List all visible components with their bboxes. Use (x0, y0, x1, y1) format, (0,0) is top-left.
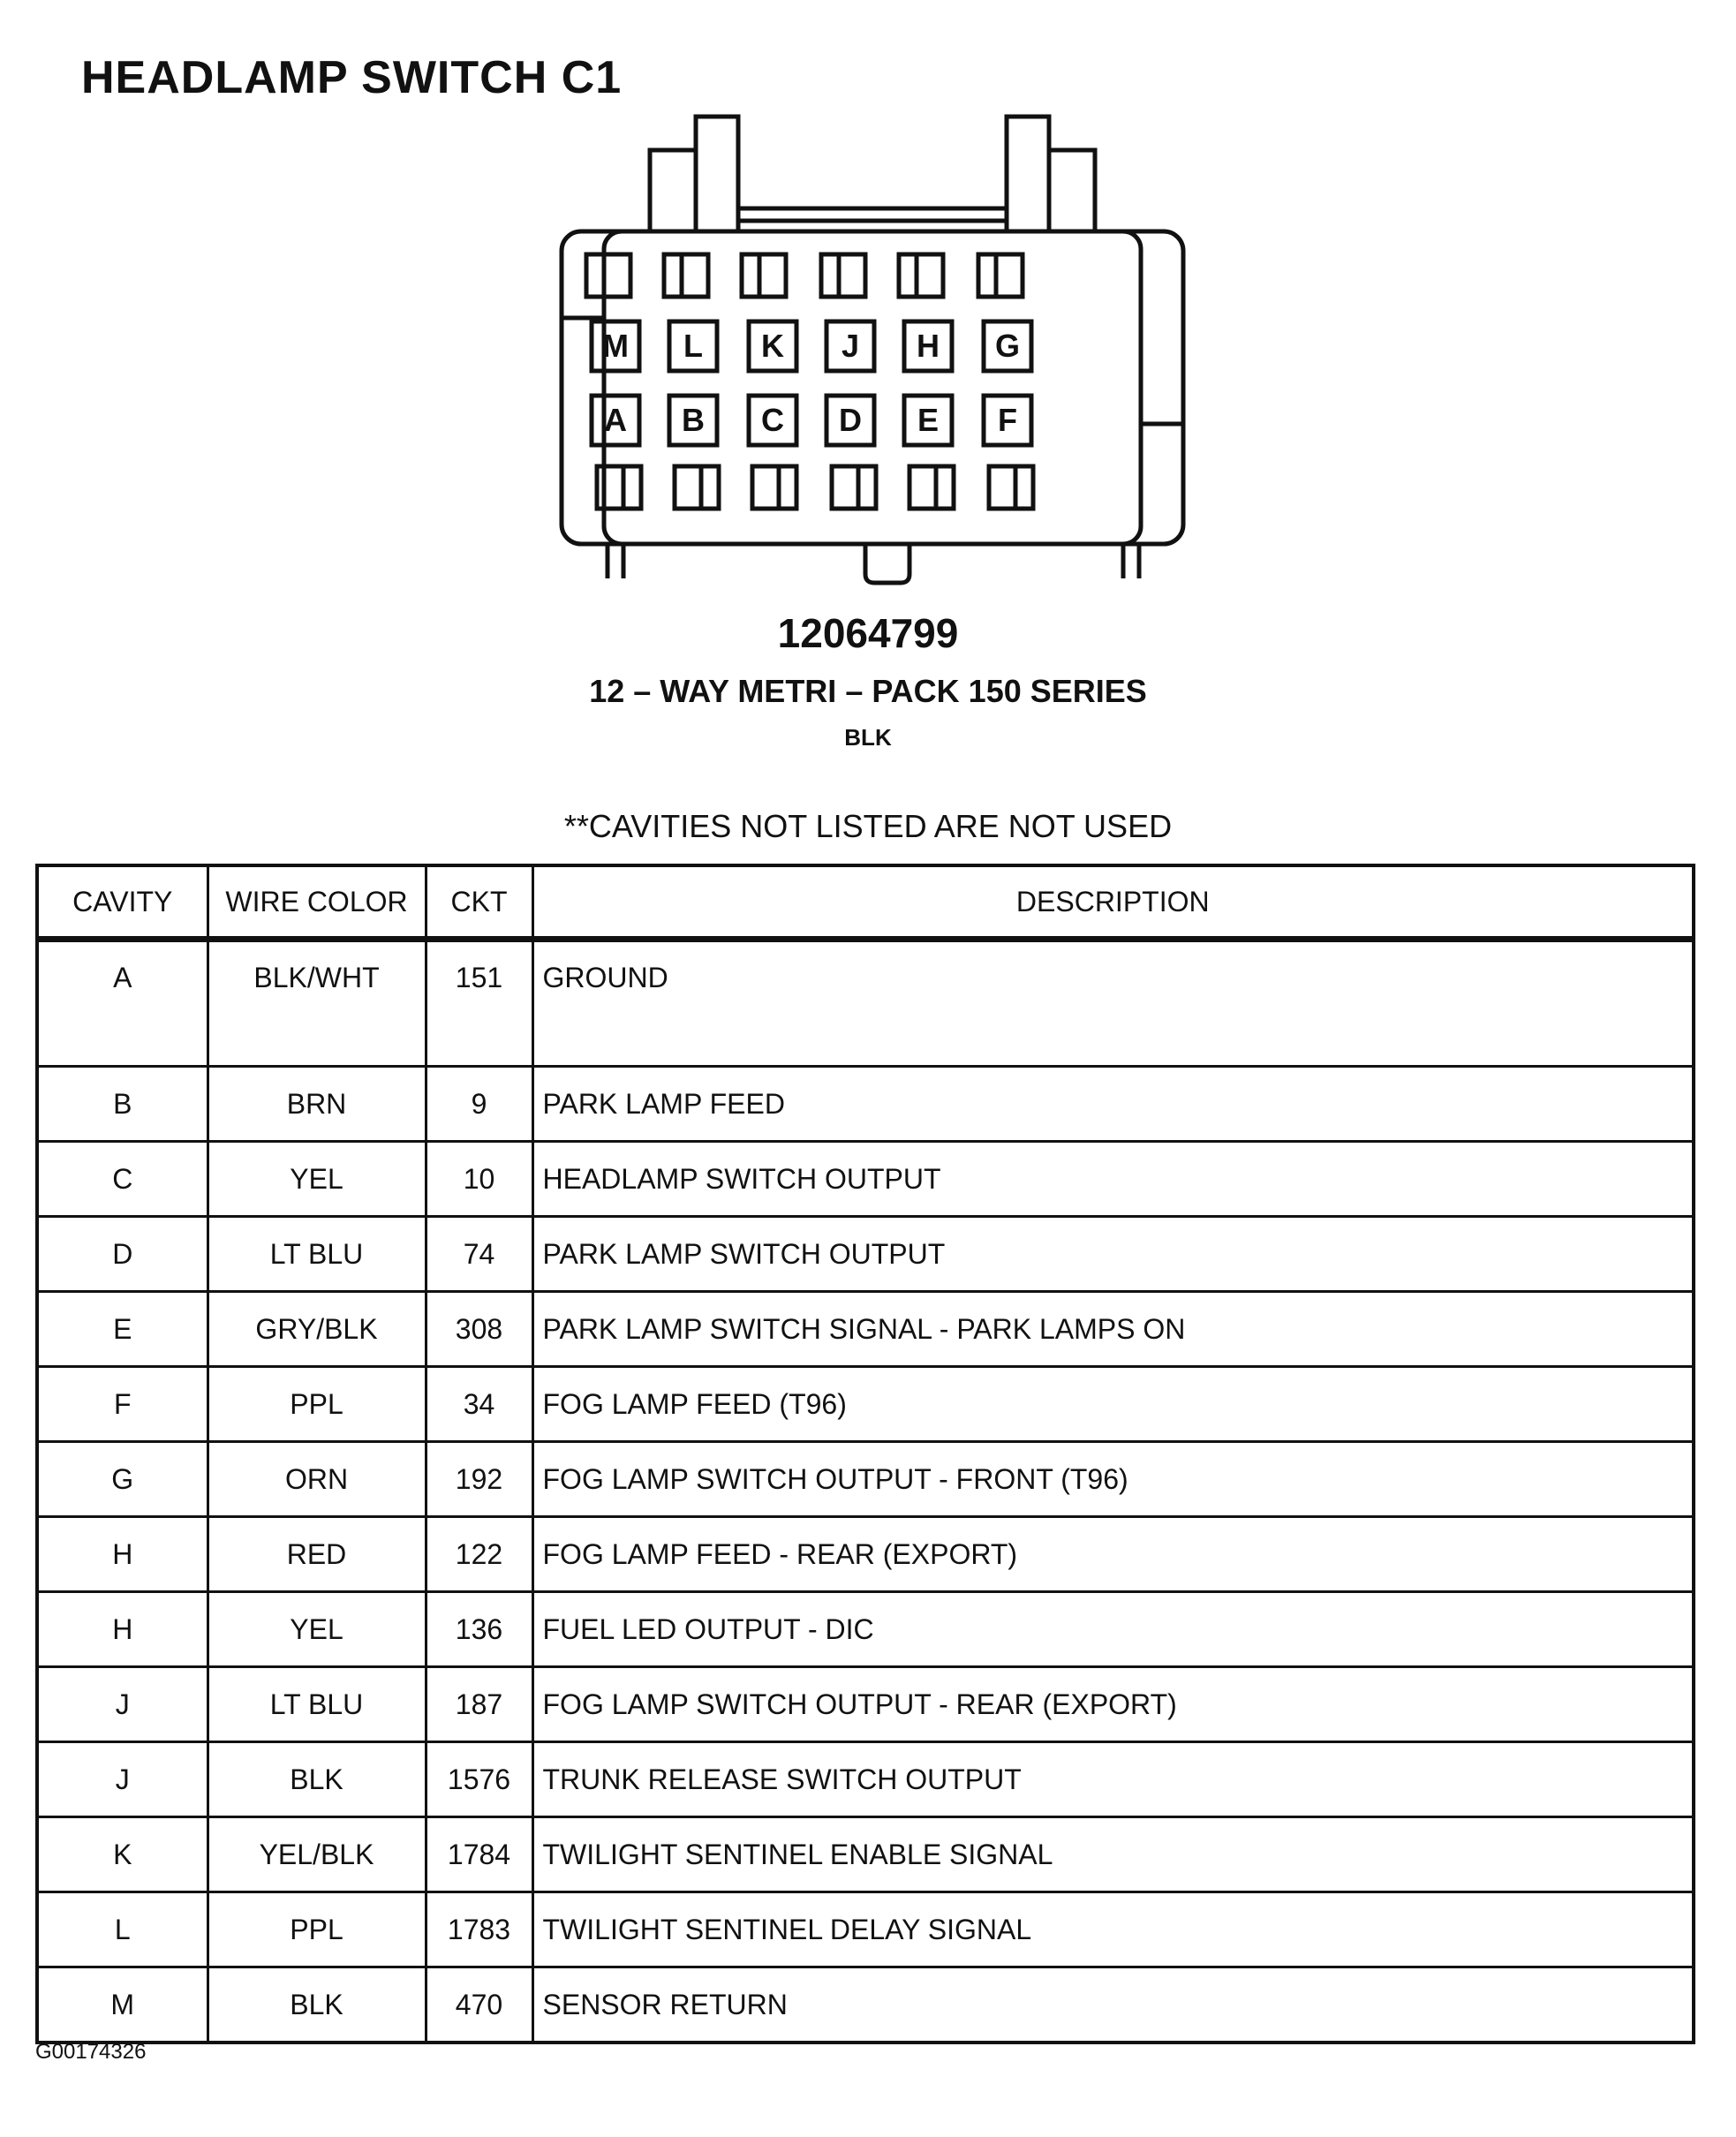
cell-cavity: G (37, 1442, 208, 1517)
cell-cavity: D (37, 1217, 208, 1292)
cell-wire-color: RED (208, 1517, 426, 1592)
cell-cavity: E (37, 1292, 208, 1367)
header-cavity: CAVITY (37, 865, 208, 940)
cell-cavity: J (37, 1742, 208, 1817)
cell-cavity: J (37, 1667, 208, 1742)
cell-ckt: 34 (426, 1367, 532, 1442)
table-row (37, 1067, 1694, 1142)
cell-wire-color: LT BLU (208, 1217, 426, 1292)
table-row (37, 940, 1694, 1067)
terminal-slot (821, 254, 865, 297)
cell-description: FOG LAMP SWITCH OUTPUT - FRONT (T96) (532, 1442, 1694, 1517)
cell-wire-color: YEL/BLK (208, 1817, 426, 1892)
terminal-slot (675, 466, 719, 509)
cell-description: PARK LAMP FEED (532, 1067, 1694, 1142)
cavity-label: H (917, 328, 940, 364)
cavity-m (592, 321, 639, 371)
terminal-slot (899, 254, 943, 297)
cell-cavity: K (37, 1817, 208, 1892)
cell-description: PARK LAMP SWITCH OUTPUT (532, 1217, 1694, 1292)
cell-ckt: 1576 (426, 1742, 532, 1817)
cell-cavity: H (37, 1592, 208, 1667)
cavity-label: K (761, 328, 784, 364)
cell-wire-color: PPL (208, 1892, 426, 1967)
cell-ckt: 1783 (426, 1892, 532, 1967)
cavity-e (904, 396, 952, 445)
cell-ckt: 192 (426, 1442, 532, 1517)
cell-ckt: 9 (426, 1067, 532, 1142)
terminal-slot (586, 254, 630, 297)
cell-ckt: 151 (426, 940, 532, 1067)
table-row (37, 1442, 1694, 1517)
cell-ckt: 74 (426, 1217, 532, 1292)
cell-wire-color: PPL (208, 1367, 426, 1442)
cell-wire-color: BLK (208, 1742, 426, 1817)
cell-ckt: 10 (426, 1142, 532, 1217)
cell-description: FOG LAMP SWITCH OUTPUT - REAR (EXPORT) (532, 1667, 1694, 1742)
terminal-slot (989, 466, 1033, 509)
cell-cavity: L (37, 1892, 208, 1967)
cavity-h (904, 321, 952, 371)
cell-ckt: 136 (426, 1592, 532, 1667)
cell-cavity: F (37, 1367, 208, 1442)
cell-wire-color: BLK/WHT (208, 940, 426, 1067)
cavity-d (826, 396, 874, 445)
cavity-k (749, 321, 796, 371)
cell-description: TWILIGHT SENTINEL ENABLE SIGNAL (532, 1817, 1694, 1892)
cell-description: FOG LAMP FEED (T96) (532, 1367, 1694, 1442)
cell-cavity: H (37, 1517, 208, 1592)
table-row (37, 1667, 1694, 1742)
cell-description: TWILIGHT SENTINEL DELAY SIGNAL (532, 1892, 1694, 1967)
connector-diagram (530, 97, 1206, 609)
cell-wire-color: ORN (208, 1442, 426, 1517)
cavity-row-upper (592, 321, 1031, 371)
cavity-label: C (761, 402, 784, 438)
cavity-f (984, 396, 1031, 445)
cavity-label: M (602, 328, 629, 364)
pinout-table (35, 864, 1695, 2044)
cell-ckt: 1784 (426, 1817, 532, 1892)
cell-description: SENSOR RETURN (532, 1967, 1694, 2043)
terminal-slot (742, 254, 786, 297)
header-wire-color: WIRE COLOR (208, 865, 426, 940)
table-header-row (37, 865, 1694, 940)
cavity-label: E (917, 402, 940, 438)
cavity-c (749, 396, 796, 445)
cavity-j (826, 321, 874, 371)
cavity-label: F (998, 402, 1017, 438)
cavity-l (669, 321, 717, 371)
table-row (37, 1142, 1694, 1217)
table-row (37, 1292, 1694, 1367)
cell-wire-color: BRN (208, 1067, 426, 1142)
cell-ckt: 308 (426, 1292, 532, 1367)
cell-ckt: 470 (426, 1967, 532, 2043)
cell-wire-color: YEL (208, 1592, 426, 1667)
terminal-slot (910, 466, 954, 509)
cell-cavity: M (37, 1967, 208, 2043)
terminal-slot (664, 254, 708, 297)
part-series: 12 – WAY METRI – PACK 150 SERIES (589, 673, 1147, 709)
table-row (37, 1742, 1694, 1817)
terminal-slot-row-bottom (597, 466, 1033, 509)
table-row (37, 1517, 1694, 1592)
cell-description: FUEL LED OUTPUT - DIC (532, 1592, 1694, 1667)
cavity-row-lower (592, 396, 1031, 445)
header-description: DESCRIPTION (532, 865, 1694, 940)
table-row (37, 1367, 1694, 1442)
table-row (37, 1892, 1694, 1967)
connector-latch (650, 117, 1095, 231)
cell-wire-color: LT BLU (208, 1667, 426, 1742)
terminal-slot-row-top (586, 254, 1023, 297)
table-row (37, 1217, 1694, 1292)
cell-description: PARK LAMP SWITCH SIGNAL - PARK LAMPS ON (532, 1292, 1694, 1367)
cavity-label: G (994, 328, 1021, 364)
header-ckt: CKT (426, 865, 532, 940)
part-number: 12064799 (777, 610, 959, 656)
cell-description: GROUND (532, 940, 1694, 1067)
cell-wire-color: YEL (208, 1142, 426, 1217)
cell-cavity: C (37, 1142, 208, 1217)
diagram-title: HEADLAMP SWITCH C1 (81, 52, 623, 103)
cell-cavity: A (37, 940, 208, 1067)
cell-ckt: 122 (426, 1517, 532, 1592)
cell-cavity: B (37, 1067, 208, 1142)
table-row (37, 1592, 1694, 1667)
cell-description: FOG LAMP FEED - REAR (EXPORT) (532, 1517, 1694, 1592)
cell-ckt: 187 (426, 1667, 532, 1742)
terminal-slot (832, 466, 876, 509)
terminal-slot (978, 254, 1023, 297)
cavity-label: B (682, 402, 705, 438)
cavity-b (669, 396, 717, 445)
cavity-label: A (604, 402, 627, 438)
cavity-g (984, 321, 1031, 371)
terminal-slot (752, 466, 796, 509)
cell-wire-color: BLK (208, 1967, 426, 2043)
cell-description: HEADLAMP SWITCH OUTPUT (532, 1142, 1694, 1217)
part-color: BLK (844, 724, 892, 751)
cell-description: TRUNK RELEASE SWITCH OUTPUT (532, 1742, 1694, 1817)
cavity-a (592, 396, 639, 445)
table-row (37, 1817, 1694, 1892)
cavity-label: L (683, 328, 703, 364)
cavity-label: D (839, 402, 862, 438)
cavity-label: J (841, 328, 860, 364)
table-row (37, 1967, 1694, 2043)
cavities-note: **CAVITIES NOT LISTED ARE NOT USED (563, 808, 1173, 844)
cell-wire-color: GRY/BLK (208, 1292, 426, 1367)
figure-id: G00174326 (35, 2040, 147, 2064)
